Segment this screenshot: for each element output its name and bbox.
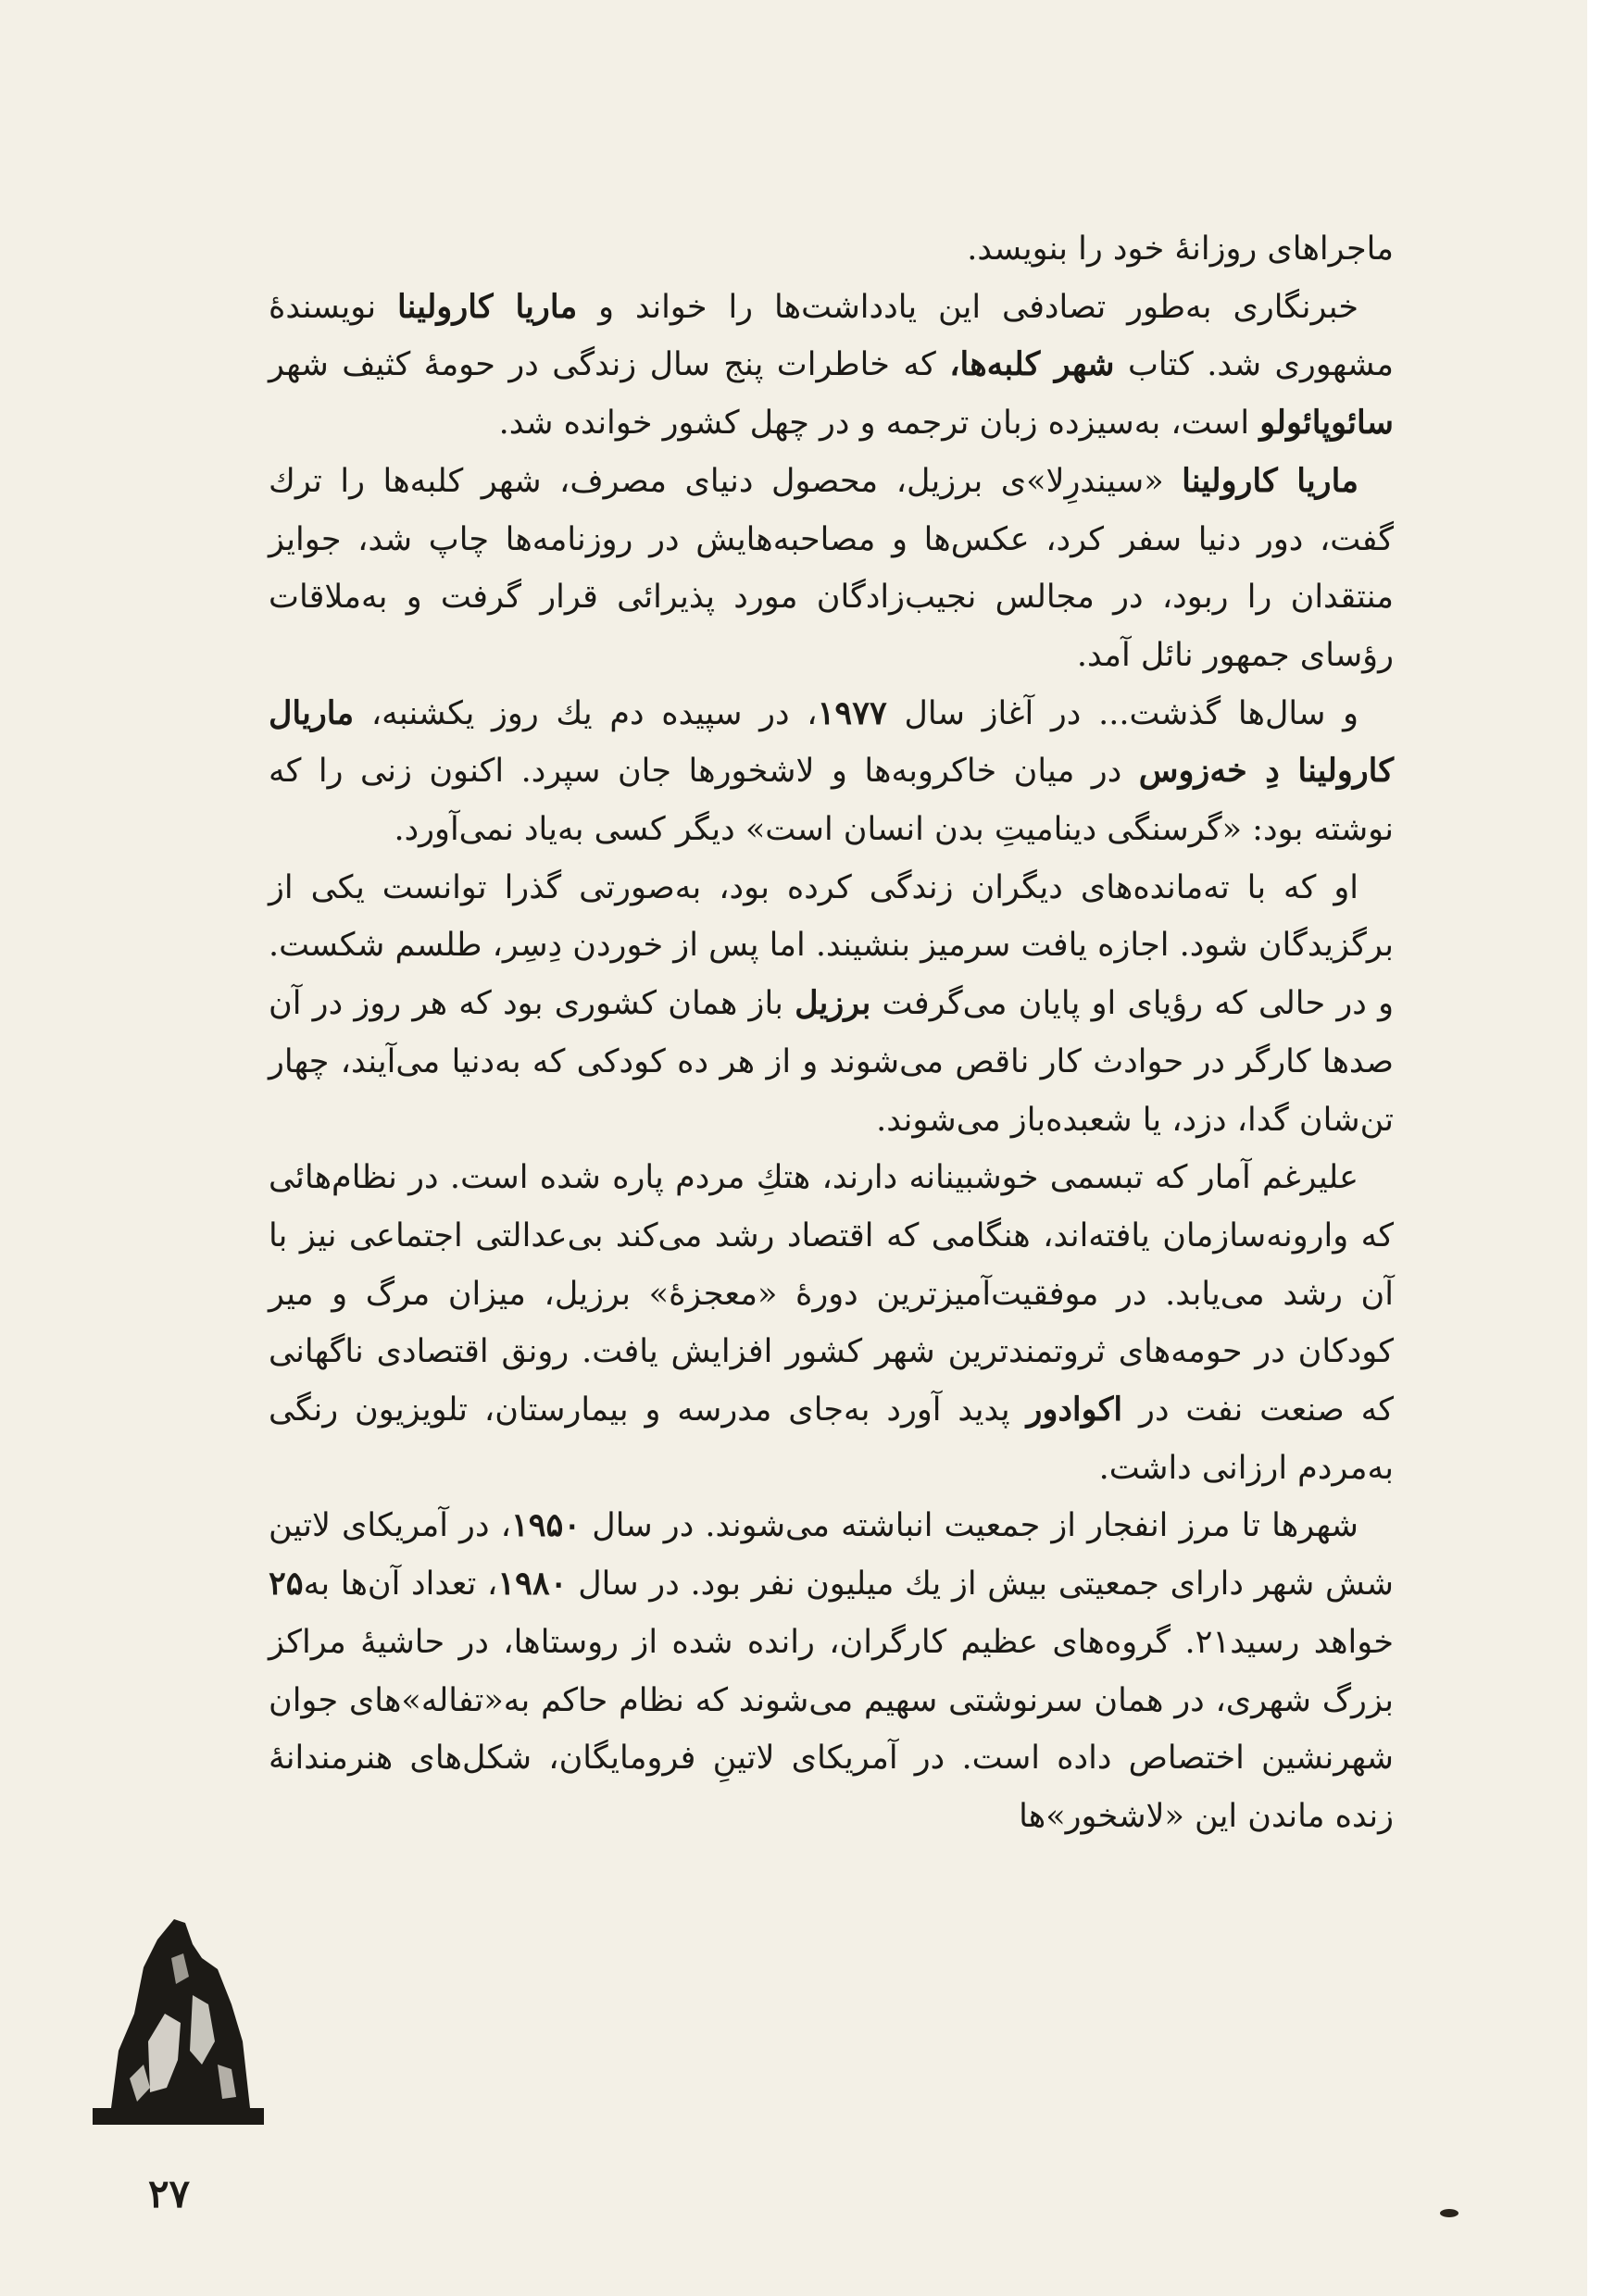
- text-run: ، تعداد آن‌ها به: [303, 1566, 498, 1603]
- bold-phrase: ۱۹۵۰: [510, 1506, 582, 1545]
- statue-illustration: [93, 1903, 264, 2125]
- bold-phrase: ۱۹۷۷: [817, 693, 887, 732]
- text-run: که خاطرات پنج سال زندگی در حومهٔ کثیف شهر: [269, 346, 950, 384]
- text-run: شهرها تا مرز انفجار از جمعیت انباشته می‌شوند. در سال: [581, 1507, 1359, 1545]
- paragraph: [269, 220, 1394, 279]
- bold-phrase: ماریا کارولینا: [1182, 461, 1358, 500]
- text-run: پدید آورد به‌جای مدرسه و بیمارستان، تلویزیون رنگی به‌مردم ارزانی داشت.: [269, 1391, 1394, 1487]
- text-run: او که با ته‌مانده‌های دیگران زندگی کرده بود، به‌صورتی گذرا توانست یکی از برگزیدگان شود. اجازه یافت سرمیز بنشیند. اما پس از خوردن دِسِر، طلسم شکست. و در حالی که رؤیای او پایان می‌گرفت: [269, 868, 1394, 1023]
- body-text: [269, 220, 1394, 1846]
- text-run: در میان خاکروبه‌ها و لاشخورها جان سپرد. اکنون زنی را که نوشته بود: «گرسنگی دینامیتِ بدن انسان است» دیگر کسی به‌یاد نمی‌آورد.: [269, 753, 1394, 849]
- text-run: «سیندرِلا»ی برزیل، محصول دنیای مصرف، شهر کلبه‌ها را ترك گفت، دور دنیا سفر کرد، عکس‌ها و مصاحبه‌هایش در روزنامه‌ها چاپ شد، جوایز منتقدان را ربود، در مجالس نجیب‌زادگان مورد پذیرائی قرار گرفت و به‌ملاقات رؤسای جمهور نائل آمد.: [269, 462, 1394, 674]
- paragraph: [269, 685, 1394, 859]
- bold-phrase: شهر کلبه‌ها،: [949, 345, 1115, 384]
- paragraph: [269, 859, 1394, 1150]
- text-run: است، به‌سیزده زبان ترجمه و در چهل کشور خوانده شد.: [498, 405, 1260, 443]
- text-run: ، در آمریکای لاتین شش شهر دارای جمعیتی بیش از یك میلیون نفر بود. در سال: [269, 1507, 1394, 1603]
- text-run: ، در سپیده دم یك روز یکشنبه،: [354, 694, 818, 732]
- paragraph: [269, 279, 1394, 453]
- bold-phrase: ماریال کارولینا دِ خه‌زوس: [269, 693, 1394, 791]
- paragraph: [269, 1149, 1394, 1497]
- paragraph: [269, 453, 1394, 685]
- text-run: و سال‌ها گذشت... در آغاز سال: [886, 694, 1358, 732]
- text-run: نویسندهٔ مشهوری شد. کتاب: [269, 288, 1394, 384]
- bold-phrase: ۲۵: [269, 1565, 304, 1603]
- paragraph: [269, 1497, 1394, 1845]
- text-run: ماجراهای روزانهٔ خود را بنویسد.: [967, 231, 1394, 268]
- page-number: ۲۷: [148, 2171, 191, 2216]
- bold-phrase: ماریا کارولینا: [396, 287, 578, 326]
- text-run: خبرنگاری به‌طور تصادفی این یادداشت‌ها را خواند و: [577, 288, 1358, 326]
- page-edge: [1587, 0, 1615, 2296]
- text-run: خواهد رسید۲۱. گروه‌های عظیم کارگران، رانده شده از روستاها، در حاشیهٔ مراکز بزرگ شهری، در همان سرنوشتی سهیم می‌شوند که نظام حاکم به«تفاله»های جوان شهرنشین اختصاص داده است. در آمریکای لاتینِ فرومایگان، شکل‌های هنرمندانهٔ زنده ماندن این «لاشخور»ها: [269, 1623, 1394, 1835]
- bold-phrase: اکوادور: [1026, 1391, 1123, 1429]
- text-run: باز همان کشوری بود که هر روز در آن صدها کارگر در حوادث کار ناقص می‌شوند و از هر ده کودکی که به‌دنیا می‌آیند، چهار تن‌شان گدا، دزد، یا شعبده‌باز می‌شوند.: [269, 985, 1394, 1139]
- ink-mark: [1440, 2209, 1459, 2217]
- bold-phrase: برزیل: [795, 984, 871, 1023]
- bold-phrase: سائوپائولو: [1259, 404, 1394, 443]
- bold-phrase: ۱۹۸۰: [497, 1565, 568, 1603]
- text-run: علیرغم آمار که تبسمی خوشبینانه دارند، هتكِ مردم پاره شده است. در نظام‌هائی که وارونه‌سازمان یافته‌اند، هنگامی که اقتصاد رشد می‌کند بی‌عدالتی اجتماعی نیز با آن رشد می‌یابد. در موفقیت‌آمیزترین دورهٔ «معجزهٔ» برزیل، میزان مرگ و میر کودکان در حومه‌های ثروتمندترین شهر کشور افزایش یافت. رونق اقتصادی ناگهانی که صنعت نفت در: [269, 1159, 1395, 1429]
